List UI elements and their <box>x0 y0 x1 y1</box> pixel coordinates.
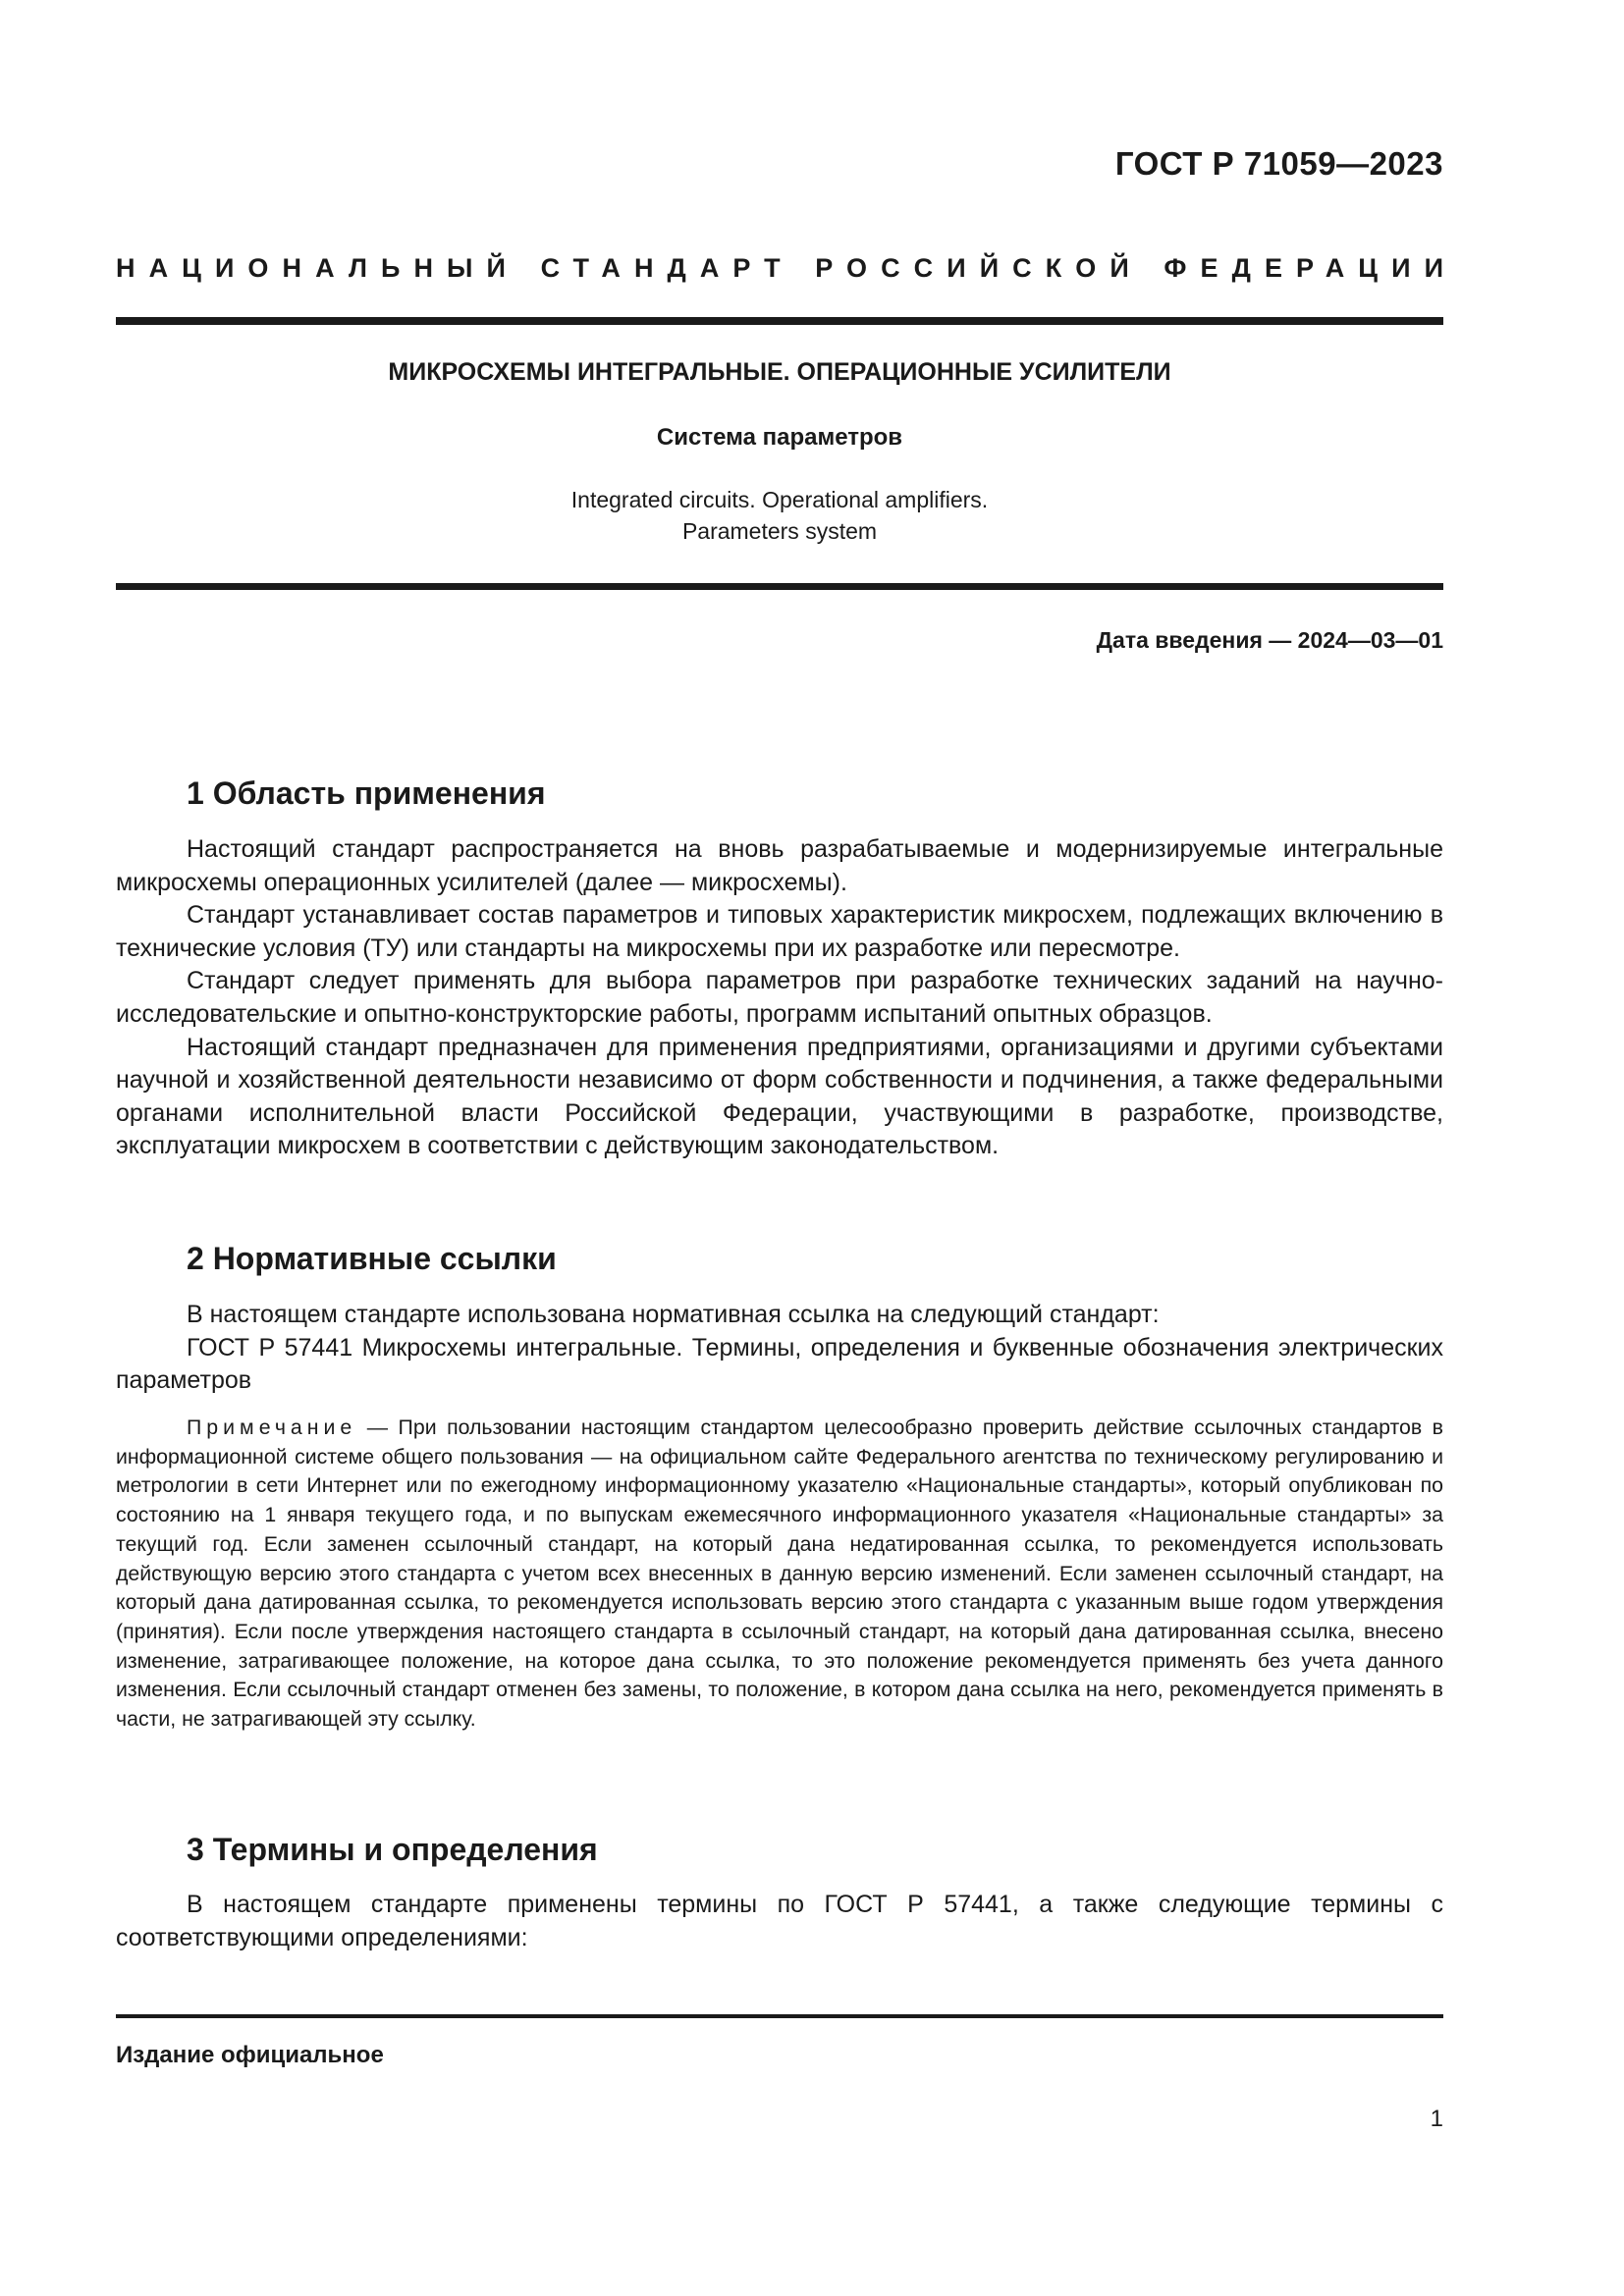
english-title-line-1: Integrated circuits. Operational amplifiers. <box>570 487 989 512</box>
document-title: МИКРОСХЕМЫ ИНТЕГРАЛЬНЫЕ. ОПЕРАЦИОННЫЕ УСИЛИТЕЛИ <box>388 358 1171 386</box>
footer-divider <box>116 2014 1443 2018</box>
page-number: 1 <box>1430 2106 1443 2132</box>
introduction-date: Дата введения — 2024—03—01 <box>1096 627 1443 653</box>
english-title-line-2: Parameters system <box>681 518 878 544</box>
document-subtitle: Система параметров <box>656 424 903 451</box>
top-divider <box>116 317 1443 325</box>
national-standard-banner: НАЦИОНАЛЬНЫЙ СТАНДАРТ РОССИЙСКОЙ ФЕДЕРАЦИИ <box>116 253 1458 283</box>
note-text: — При пользовании настоящим стандартом целесообразно проверить действие ссылочных стандартов в информационной системе общего пользования — на официальном сайте Федерального агентства по техническому регулированию и метрологии в сети Интернет или по ежегодному информационному указателю «Национальные стандарты», который опубликован по состоянию на 1 января текущего года, и по выпускам ежемесячного информационного указателя «Национальные стандарты» за текущий год. Если заменен ссылочный стандарт, на который дана недатированная ссылка, то рекомендуется использовать действующую версию этого стандарта с учетом всех внесенных в данную версию изменений. Если заменен ссылочный стандарт, на который дана датированная ссылка, то рекомендуется использовать версию этого стандарта с указанным выше годом утверждения (принятия). Если после утверждения настоящего стандарта в ссылочный стандарт, на который дана датированная ссылка, внесено изменение, затрагивающее положение, на которое дана ссылка, то это положение рекомендуется применять без учета данного изменения. Если ссылочный стандарт отменен без замены, то положение, в котором дана ссылка на него, рекомендуется применять в части, не затрагивающей эту ссылку. <box>116 1415 1443 1732</box>
section-1-body <box>116 833 1443 1163</box>
section-3-body <box>116 1889 1443 1954</box>
section-2-note <box>116 1414 1443 1735</box>
english-title <box>116 484 1443 547</box>
standard-number: ГОСТ Р 71059—2023 <box>1114 145 1443 182</box>
section-2-heading: 2 Нормативные ссылки <box>187 1241 557 1276</box>
section-2-body <box>116 1299 1443 1398</box>
section-1-heading: 1 Область применения <box>187 775 546 811</box>
paragraph: Настоящий стандарт распространяется на вновь разрабатываемые и модернизируемые интегральные микросхемы операционных усилителей (далее — микросхемы). <box>116 835 1443 896</box>
note-label: Примечание <box>187 1415 357 1439</box>
title-divider <box>116 583 1443 590</box>
paragraph: В настоящем стандарте использована нормативная ссылка на следующий стандарт: <box>187 1301 1160 1328</box>
paragraph: Настоящий стандарт предназначен для применения предприятиями, организациями и другими субъектами научной и хозяйственной деятельности независимо от форм собственности и подчинения, а также федеральными органами исполнительной власти Российской Федерации, участвующими в разработке, производстве, эксплуатации микросхем в соответствии с действующим законодательством. <box>116 1033 1443 1160</box>
official-edition-label: Издание официальное <box>116 2042 384 2068</box>
paragraph: В настоящем стандарте применены термины по ГОСТ Р 57441, а также следующие термины с соответствующими определениями: <box>116 1891 1443 1951</box>
paragraph: Стандарт устанавливает состав параметров и типовых характеристик микросхем, подлежащих включению в технические условия (ТУ) или стандарты на микросхемы при их разработке или пересмотре. <box>116 901 1443 962</box>
section-3-heading: 3 Термины и определения <box>187 1832 598 1867</box>
paragraph: Стандарт следует применять для выбора параметров при разработке технических заданий на научно-исследовательские и опытно-конструкторские работы, программ испытаний опытных образцов. <box>116 967 1443 1028</box>
normative-reference: ГОСТ Р 57441 Микросхемы интегральные. Термины, определения и буквенные обозначения электрических параметров <box>116 1333 1443 1395</box>
